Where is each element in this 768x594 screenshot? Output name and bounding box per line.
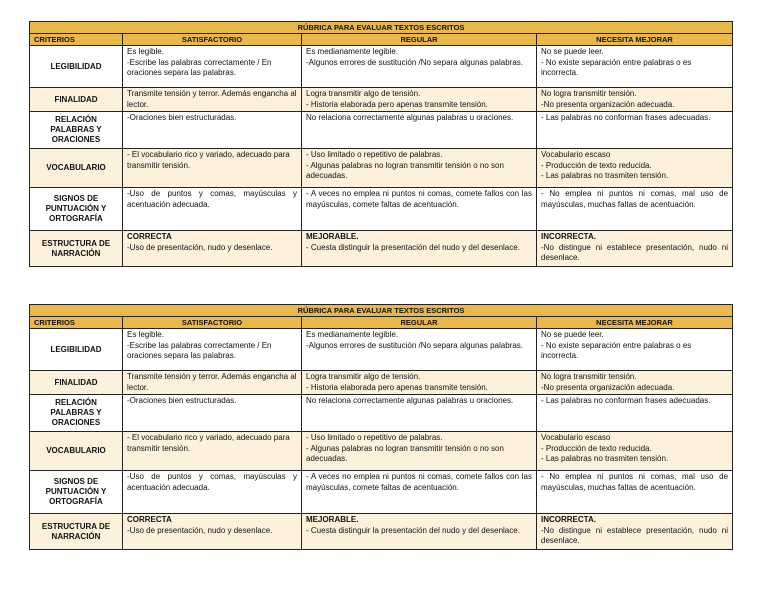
cell-line: -No distingue ni establece presentación, nudo ni desenlace. [541,242,729,262]
cell-satisfactorio [123,46,302,88]
cell-satisfactorio [123,88,302,112]
cell-line: - Historia elaborada pero apenas transmite tensión. [306,382,488,392]
cell-line: No logra transmitir tensión. [541,372,637,381]
cell-regular [302,432,537,471]
cell-line: - Uso limitado o repetitivo de palabras. [306,150,443,159]
cell-line: Es medianamente legible. [306,47,399,56]
table-row [30,432,733,471]
cell-line: -Algunos errores de sustitución /No separa algunas palabras. [306,57,524,67]
cell-line: Es legible. [127,330,164,339]
cell-line: Transmite tensión y terror. Además engancha al lector. [127,89,297,109]
criterion-cell: ESTRUCTURA DE NARRACIÓN [30,514,123,550]
table-title: RÚBRICA PARA EVALUAR TEXTOS ESCRITOS [30,22,733,34]
cell-line: -Uso de puntos y comas, mayúsculas y acentuación adecuada. [127,189,297,209]
header-satisfactorio: SATISFACTORIO [123,34,302,46]
cell-line: - No existe separación entre palabras o es incorrecta. [541,57,692,77]
header-criterios: CRITERIOS [30,34,123,46]
cell-necesita-mejorar [537,188,733,231]
cell-line: No relaciona correctamente algunas palabras u oraciones. [306,113,514,122]
criterion-cell: LEGIBILIDAD [30,329,123,371]
rubric-table [29,21,733,267]
cell-regular [302,112,537,149]
cell-line: - El vocabulario rico y variado, adecuado para transmitir tensión. [127,433,290,453]
cell-regular [302,88,537,112]
cell-line: -Escribe las palabras correctamente / En oraciones separa las palabras. [127,340,272,360]
cell-line: Es medianamente legible. [306,330,399,339]
cell-regular [302,371,537,395]
rubric-table [29,304,733,550]
cell-line: - No emplea ni puntos ni comas, mal uso de mayúsculas, muchas faltas de acentuación. [541,472,729,492]
cell-satisfactorio [123,471,302,514]
table-row [30,188,733,231]
cell-necesita-mejorar [537,329,733,371]
cell-line: - Cuesta distinguir la presentación del nudo y del desenlace. [306,242,520,252]
cell-line: Es legible. [127,47,164,56]
cell-satisfactorio [123,231,302,267]
cell-line: - Las palabras no conforman frases adecuadas. [541,396,711,405]
cell-line: - A veces no emplea ni puntos ni comas, comete fallos con las mayúsculas, comete faltas de acentuación. [306,189,532,209]
cell-necesita-mejorar [537,471,733,514]
cell-line: -Uso de puntos y comas, mayúsculas y acentuación adecuada. [127,472,297,492]
cell-regular [302,329,537,371]
criterion-cell: SIGNOS DE PUNTUACIÓN Y ORTOGRAFÍA [30,188,123,231]
cell-necesita-mejorar [537,231,733,267]
cell-regular [302,231,537,267]
cell-regular [302,149,537,188]
cell-line: Vocabulario escaso [541,433,611,442]
cell-line: - Historia elaborada pero apenas transmite tensión. [306,99,488,109]
cell-line: INCORRECTA. [541,232,596,241]
cell-line: Vocabulario escaso [541,150,611,159]
table-row [30,371,733,395]
cell-necesita-mejorar [537,432,733,471]
cell-line: No relaciona correctamente algunas palabras u oraciones. [306,396,514,405]
cell-line: -Algunos errores de sustitución /No separa algunas palabras. [306,340,524,350]
cell-satisfactorio [123,371,302,395]
cell-necesita-mejorar [537,395,733,432]
table-row [30,88,733,112]
criterion-cell: FINALIDAD [30,371,123,395]
cell-line: -No distingue ni establece presentación, nudo ni desenlace. [541,525,729,545]
criterion-cell: VOCABULARIO [30,149,123,188]
cell-line: - No emplea ni puntos ni comas, mal uso de mayúsculas, muchas faltas de acentuación. [541,189,729,209]
table-row [30,395,733,432]
cell-regular [302,514,537,550]
table-row [30,112,733,149]
cell-satisfactorio [123,188,302,231]
table-title: RÚBRICA PARA EVALUAR TEXTOS ESCRITOS [30,305,733,317]
cell-line: - Producción de texto reducida. [541,160,652,170]
cell-line: -Uso de presentación, nudo y desenlace. [127,242,273,252]
cell-line: - Las palabras no conforman frases adecuadas. [541,113,711,122]
cell-line: No se puede leer. [541,47,604,56]
table-row [30,329,733,371]
table-row [30,514,733,550]
cell-line: CORRECTA [127,515,172,524]
cell-line: INCORRECTA. [541,515,596,524]
cell-satisfactorio [123,432,302,471]
cell-line: - A veces no emplea ni puntos ni comas, comete fallos con las mayúsculas, comete faltas de acentuación. [306,472,532,492]
cell-necesita-mejorar [537,371,733,395]
criterion-cell: ESTRUCTURA DE NARRACIÓN [30,231,123,267]
cell-necesita-mejorar [537,514,733,550]
cell-line: - Las palabras no trasmiten tensión. [541,171,669,180]
table-row [30,471,733,514]
table-row [30,46,733,88]
criterion-cell: RELACIÓN PALABRAS Y ORACIONES [30,395,123,432]
cell-line: - El vocabulario rico y variado, adecuado para transmitir tensión. [127,150,290,170]
cell-necesita-mejorar [537,46,733,88]
cell-line: No se puede leer. [541,330,604,339]
cell-line: Transmite tensión y terror. Además engancha al lector. [127,372,297,392]
cell-regular [302,188,537,231]
cell-line: -Oraciones bien estructuradas. [127,396,237,405]
cell-satisfactorio [123,329,302,371]
header-regular: REGULAR [302,317,537,329]
cell-line: - Algunas palabras no logran transmitir tensión o no son adecuadas. [306,443,504,463]
criterion-cell: RELACIÓN PALABRAS Y ORACIONES [30,112,123,149]
cell-line: Logra transmitir algo de tensión. [306,89,421,98]
cell-necesita-mejorar [537,112,733,149]
cell-line: -Oraciones bien estructuradas. [127,113,237,122]
cell-line: MEJORABLE. [306,515,359,524]
cell-line: - No existe separación entre palabras o es incorrecta. [541,340,692,360]
cell-line: -Uso de presentación, nudo y desenlace. [127,525,273,535]
cell-regular [302,46,537,88]
cell-satisfactorio [123,112,302,149]
cell-line: -Escribe las palabras correctamente / En oraciones separa las palabras. [127,57,272,77]
cell-satisfactorio [123,149,302,188]
header-necesita-mejorar: NECESITA MEJORAR [537,317,733,329]
cell-line: CORRECTA [127,232,172,241]
cell-line: - Algunas palabras no logran transmitir tensión o no son adecuadas. [306,160,504,180]
cell-line: -No presenta organización adecuada. [541,99,675,109]
cell-regular [302,395,537,432]
cell-line: - Uso limitado o repetitivo de palabras. [306,433,443,442]
cell-satisfactorio [123,395,302,432]
criterion-cell: LEGIBILIDAD [30,46,123,88]
criterion-cell: VOCABULARIO [30,432,123,471]
cell-regular [302,471,537,514]
cell-line: MEJORABLE. [306,232,359,241]
cell-line: - Cuesta distinguir la presentación del nudo y del desenlace. [306,525,520,535]
header-criterios: CRITERIOS [30,317,123,329]
header-satisfactorio: SATISFACTORIO [123,317,302,329]
table-row [30,231,733,267]
cell-line: No logra transmitir tensión. [541,89,637,98]
criterion-cell: SIGNOS DE PUNTUACIÓN Y ORTOGRAFÍA [30,471,123,514]
cell-line: -No presenta organización adecuada. [541,382,675,392]
cell-necesita-mejorar [537,88,733,112]
cell-satisfactorio [123,514,302,550]
criterion-cell: FINALIDAD [30,88,123,112]
header-regular: REGULAR [302,34,537,46]
header-necesita-mejorar: NECESITA MEJORAR [537,34,733,46]
cell-line: - Las palabras no trasmiten tensión. [541,454,669,463]
cell-necesita-mejorar [537,149,733,188]
cell-line: - Producción de texto reducida. [541,443,652,453]
table-row [30,149,733,188]
cell-line: Logra transmitir algo de tensión. [306,372,421,381]
